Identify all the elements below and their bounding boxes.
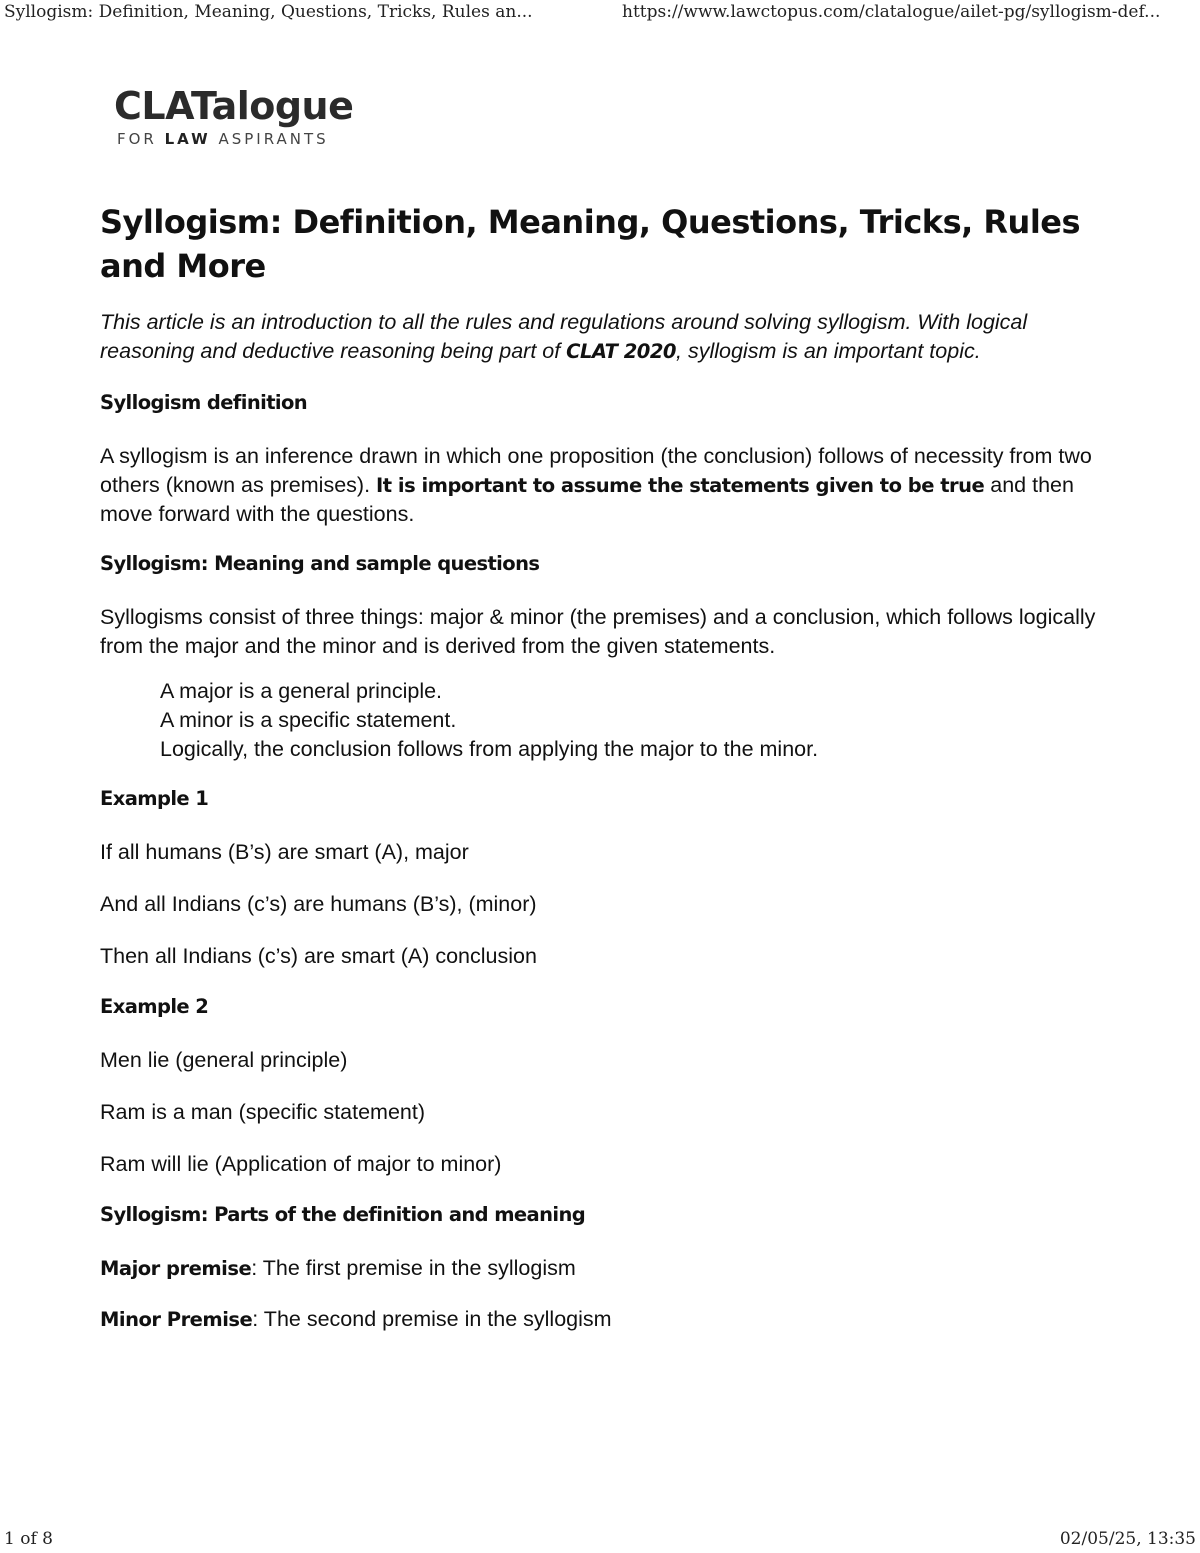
logo-tagline-pre: FOR bbox=[117, 130, 165, 148]
part-definition: : The first premise in the syllogism bbox=[251, 1256, 576, 1280]
logo-tagline-post: ASPIRANTS bbox=[210, 130, 329, 148]
list-item: Logically, the conclusion follows from applying the major to the minor. bbox=[160, 737, 819, 761]
section-heading-parts: Syllogism: Parts of the definition and meaning bbox=[100, 1203, 586, 1226]
example-2-lines bbox=[100, 1046, 1110, 1179]
print-header-title: Syllogism: Definition, Meaning, Questions, Tricks, Rules an... bbox=[4, 2, 533, 22]
intro-text-post: , syllogism is an important topic. bbox=[676, 339, 981, 363]
definition-text-post: and then move forward with the questions. bbox=[100, 473, 1074, 526]
print-footer bbox=[4, 1525, 1196, 1549]
section-heading-definition: Syllogism definition bbox=[100, 391, 308, 414]
part-term: Minor Premise bbox=[100, 1308, 253, 1331]
example-1-lines bbox=[100, 838, 1110, 971]
meaning-paragraph: Syllogisms consist of three things: major & minor (the premises) and a conclusion, which follows logically from the major and the minor and is derived from the given statements. bbox=[100, 605, 1096, 658]
definition-text-pre: A syllogism is an inference drawn in which one proposition (the conclusion) follows of necessity from two others (known as premises). bbox=[100, 444, 1092, 497]
section-heading-meaning: Syllogism: Meaning and sample questions bbox=[100, 552, 540, 575]
print-header-url: https://www.lawctopus.com/clatalogue/ailet-pg/syllogism-def... bbox=[622, 2, 1161, 22]
article-intro bbox=[100, 308, 1110, 366]
print-datetime: 02/05/25, 13:35 bbox=[1059, 1529, 1196, 1549]
example-line: Men lie (general principle) bbox=[100, 1048, 348, 1072]
logo-wordmark: CLATalogue bbox=[114, 84, 354, 128]
part-term: Major premise bbox=[100, 1257, 252, 1280]
logo-tagline-bold: LAW bbox=[164, 130, 211, 148]
intro-text-bold: CLAT 2020 bbox=[566, 340, 676, 363]
print-header bbox=[4, 2, 1196, 26]
example-line: Then all Indians (c’s) are smart (A) conclusion bbox=[100, 944, 537, 968]
article-content bbox=[100, 200, 1110, 1356]
list-item: A minor is a specific statement. bbox=[160, 708, 457, 732]
article-title: Syllogism: Definition, Meaning, Questions, Tricks, Rules and More bbox=[100, 203, 1081, 285]
meaning-list bbox=[160, 677, 1110, 764]
site-logo[interactable] bbox=[114, 84, 353, 148]
example-line: Ram will lie (Application of major to minor) bbox=[100, 1152, 502, 1176]
part-minor-premise bbox=[100, 1305, 1110, 1334]
part-major-premise bbox=[100, 1254, 1110, 1283]
page-number: 1 of 8 bbox=[4, 1529, 53, 1549]
intro-text-pre: This article is an introduction to all the rules and regulations around solving syllogism. With logical reasoning and deductive reasoning being part of bbox=[100, 310, 1028, 363]
list-item: A major is a general principle. bbox=[160, 679, 443, 703]
definition-text-bold: It is important to assume the statements given to be true bbox=[376, 474, 985, 497]
example-1-heading: Example 1 bbox=[100, 787, 209, 810]
definition-paragraph bbox=[100, 442, 1110, 529]
example-line: And all Indians (c’s) are humans (B’s), (minor) bbox=[100, 892, 537, 916]
example-line: If all humans (B’s) are smart (A), major bbox=[100, 840, 469, 864]
part-definition: : The second premise in the syllogism bbox=[252, 1307, 612, 1331]
example-line: Ram is a man (specific statement) bbox=[100, 1100, 425, 1124]
example-2-heading: Example 2 bbox=[100, 995, 209, 1018]
logo-tagline bbox=[117, 130, 353, 148]
